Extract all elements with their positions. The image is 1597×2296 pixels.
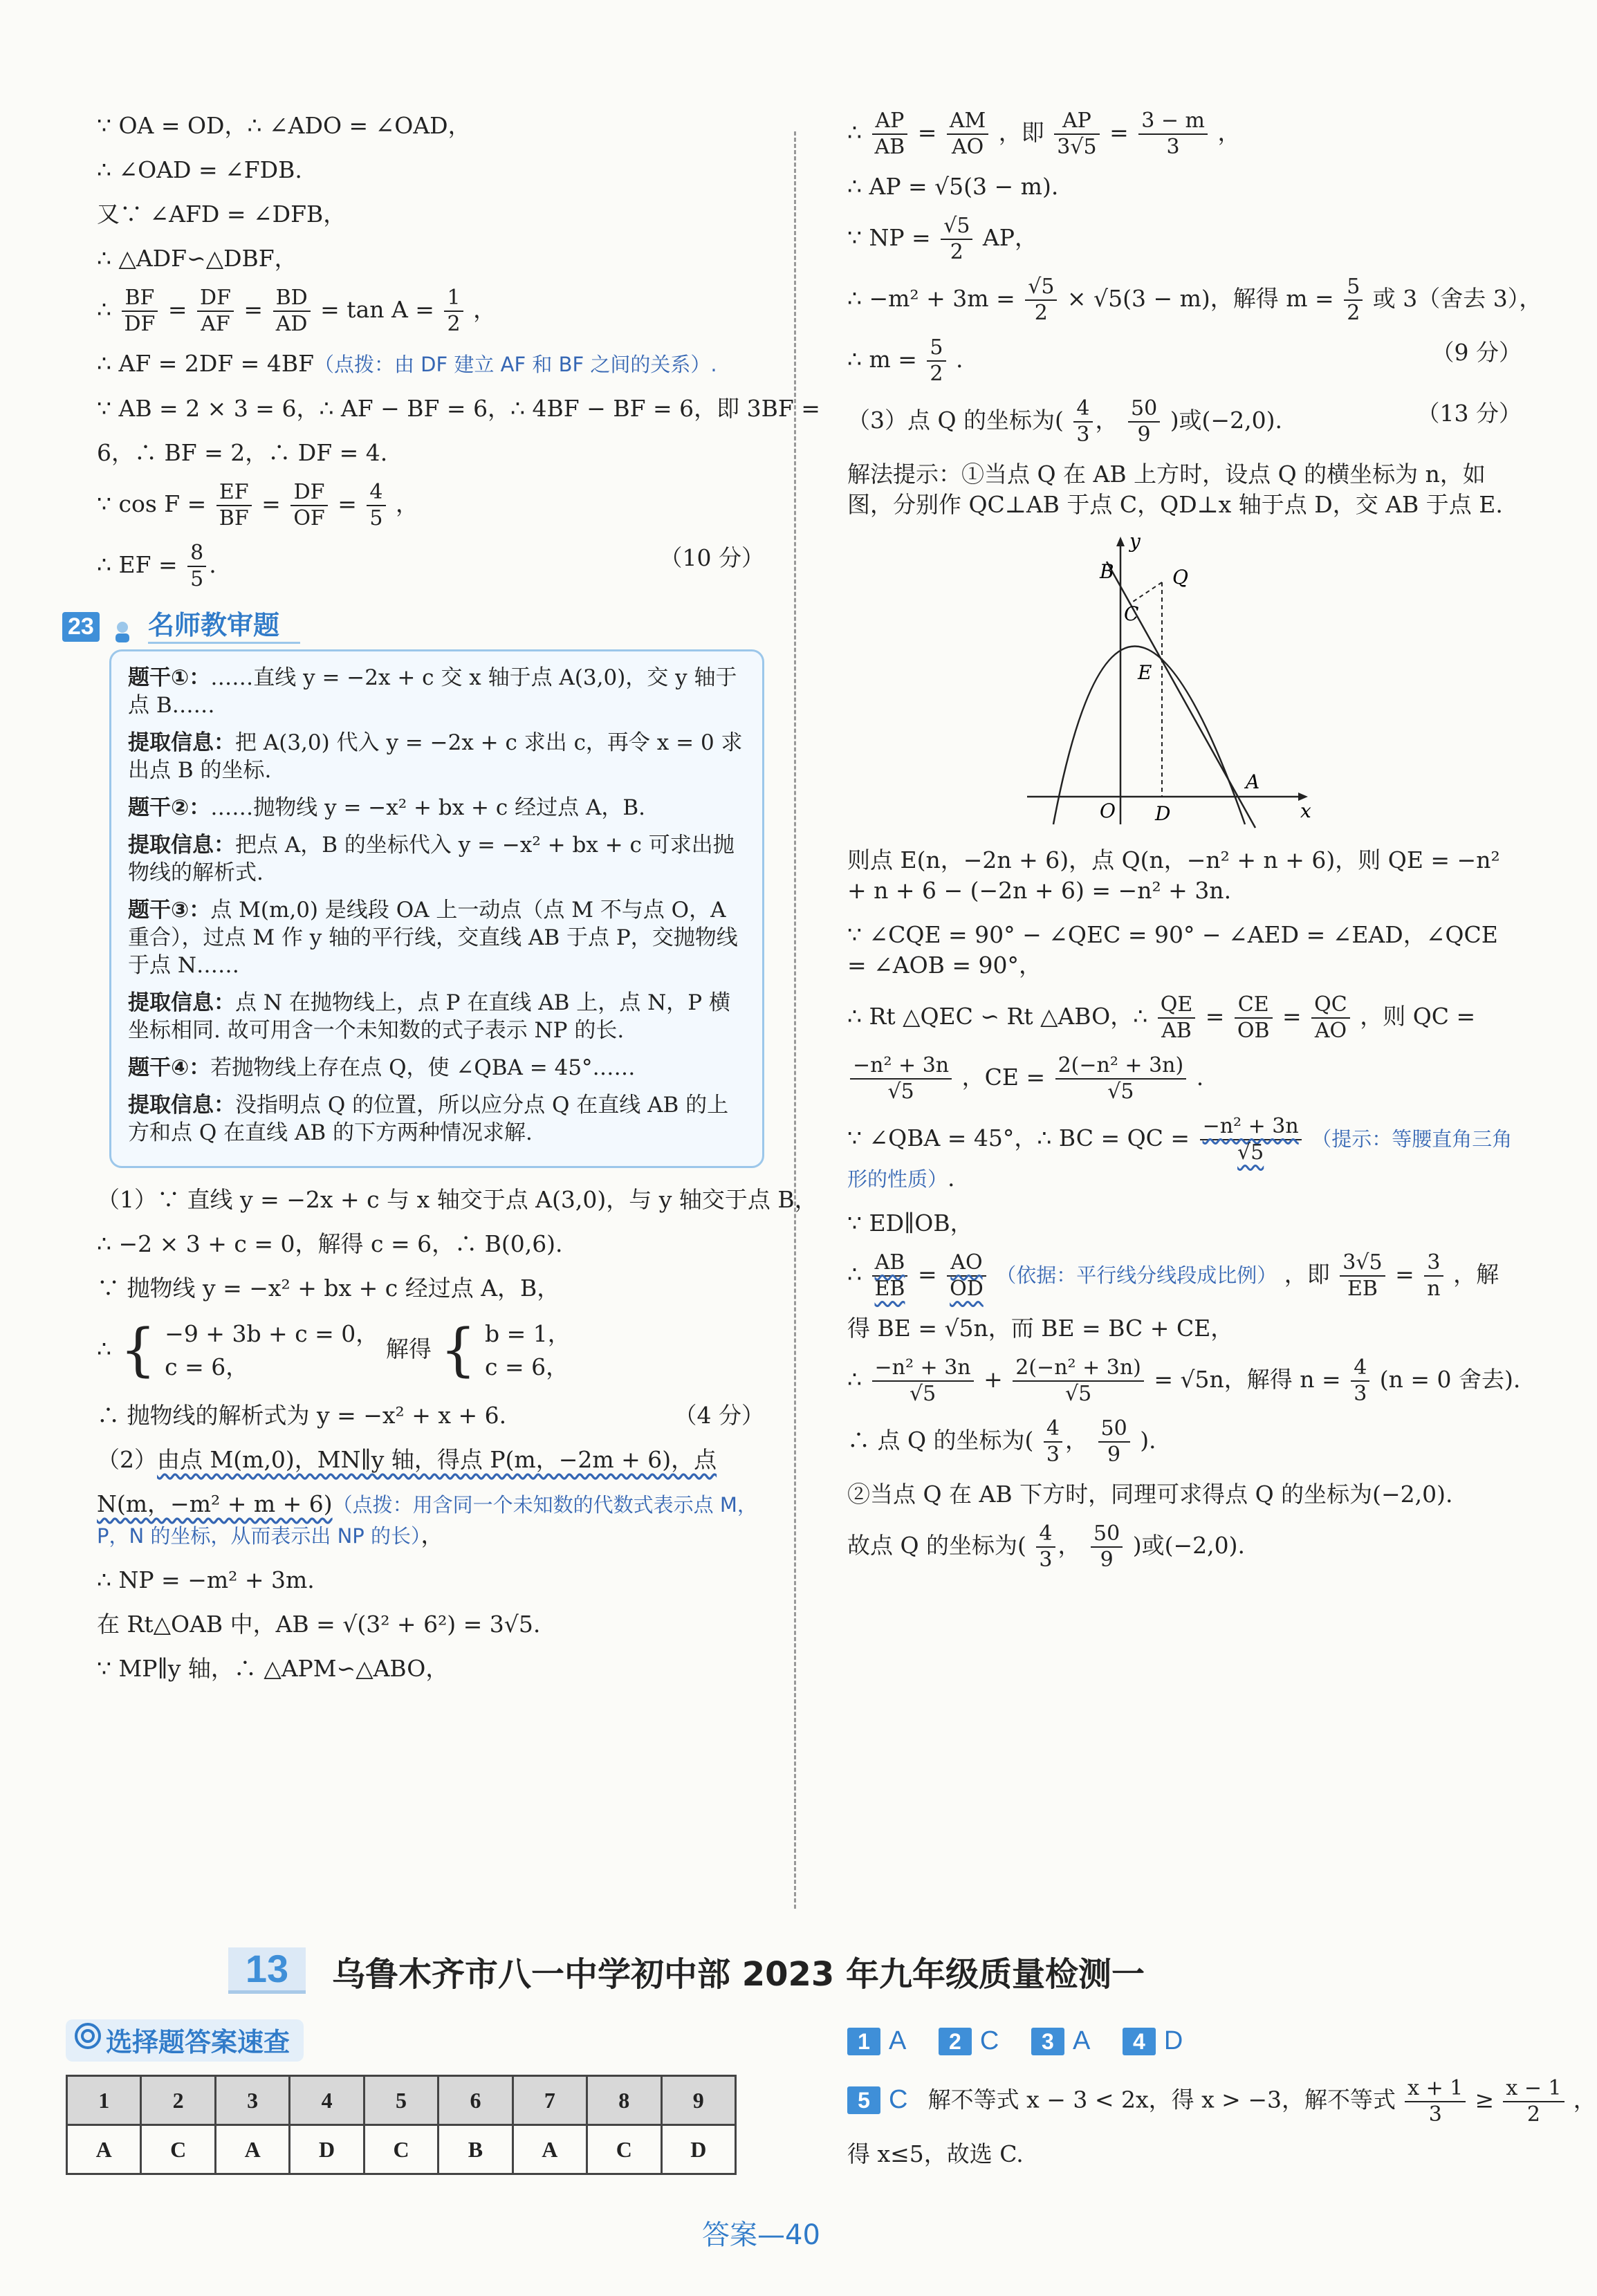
text-line: ∴ ∠OAD = ∠FDB.: [97, 156, 302, 183]
text-line: ∴ −2 × 3 + c = 0，解得 c = 6，∴ B(0,6).: [97, 1230, 563, 1257]
quick-answer-title: 选择题答案速查: [66, 2019, 304, 2062]
text-line: （2）由点 M(m,0)，MN∥y 轴，得点 P(m，−2m + 6)，点: [97, 1446, 717, 1473]
hint-note: （点拨：由 DF 建立 AF 和 BF 之间的关系）.: [313, 353, 717, 376]
review-title: 名师教审题: [148, 604, 300, 644]
fraction: $\frac{DF}{OF}$: [290, 482, 327, 529]
fraction: $\frac{8}{5}$: [187, 543, 206, 590]
text-line: ∵ 抛物线 y = −x² + bx + c 经过点 A，B，: [97, 1275, 560, 1302]
fraction: $\frac{1}{2}$: [444, 288, 463, 335]
table-cell: C: [587, 2125, 661, 2174]
answer-letter: A: [889, 2026, 907, 2055]
answer-letter: A: [1072, 2026, 1091, 2055]
equation-system: ∴ { −9 + 3b + c = 0， c = 6， 解得 { b = 1， c = 6，: [97, 1317, 571, 1383]
table-header: 4: [290, 2076, 364, 2125]
exam-banner: [228, 1942, 1335, 1997]
score: （10 分）: [659, 544, 764, 571]
fraction: $\frac{4}{5}$: [367, 482, 385, 529]
brace: {: [440, 1317, 477, 1383]
table-cell: D: [661, 2125, 735, 2174]
svg-text:Q: Q: [1172, 566, 1188, 589]
hint-note: （依据：平行线分线段成比例）: [996, 1263, 1277, 1287]
m-equation: ∴ −m² + 3m = $\frac{√5}{2}$ × √5(3 − m)，解得 m = $\frac{5}{2}$ 或 3（舍去 3），: [847, 275, 1542, 325]
svg-text:B: B: [1100, 560, 1114, 583]
m-result: ∴ m = $\frac{5}{2}$ . （9 分）: [847, 335, 1522, 386]
text-line: 6，∴ BF = 2，∴ DF = 4.: [97, 439, 388, 466]
np-equation: ∵ NP = $\frac{√5}{2}$ AP，: [847, 214, 1037, 264]
review-box: [109, 649, 764, 1168]
text-line: N(m，−m² + m + 6)（点拨：用含同一个未知数的代数式表示点 M，P，N 的坐标，从而表示出 NP 的长），: [97, 1490, 757, 1548]
svg-text:x: x: [1300, 799, 1311, 822]
table-cell: C: [364, 2125, 438, 2174]
ratio-equation: ∴ $\frac{AP}{AB}$ = $\frac{AM}{AO}$ ，即 $\frac{AP}{3√5}$ = $\frac{3 - m}{3}$ ，: [847, 109, 1241, 159]
answer-letter: C: [889, 2084, 908, 2114]
page-footer: 答案—40: [702, 2219, 820, 2251]
table-cell: A: [215, 2125, 289, 2174]
text-line: 得 BE = √5n，而 BE = BC + CE，: [847, 1315, 1234, 1342]
fraction: $\frac{EF}{BF}$: [216, 482, 252, 529]
text-line: 又∵ ∠AFD = ∠DFB，: [97, 201, 347, 228]
answer-row: [847, 2026, 1208, 2056]
text-line: ∴ NP = −m² + 3m.: [97, 1566, 315, 1593]
text-line: ∴ AF = 2DF = 4BF（点拨：由 DF 建立 AF 和 BF 之间的关系）.: [97, 350, 717, 377]
review-item: 题干④：若抛物线上存在点 Q，使 ∠QBA = 45°……: [128, 1055, 636, 1080]
target-icon: [74, 2022, 102, 2050]
table-cell: D: [290, 2125, 364, 2174]
review-item: 提取信息：没指明点 Q 的位置，所以应分点 Q 在直线 AB 的上方和点 Q 在直线 AB 的下方两种情况求解.: [128, 1093, 729, 1145]
table-header: 5: [364, 2076, 438, 2125]
review-item: 题干①：……直线 y = −2x + c 交 x 轴于点 A(3,0)，交 y 轴于点 B……: [128, 665, 737, 718]
column-divider: [794, 131, 796, 1909]
ratio-equation: ∴ $\frac{BF}{DF}$ = $\frac{DF}{AF}$ = $\frac{BD}{AD}$ = tan A = $\frac{1}{2}$ ，: [97, 286, 497, 336]
text-line: ∵ ED∥OB，: [847, 1210, 973, 1237]
svg-text:y: y: [1129, 534, 1141, 553]
table-header: 6: [439, 2076, 513, 2125]
exam-title: 乌鲁木齐市八一中学初中部 2023 年九年级质量检测一: [332, 1955, 1145, 1994]
ef-result: ∴ EF = $\frac{8}{5}$ . （10 分）: [97, 541, 764, 591]
table-row: [67, 2125, 736, 2174]
svg-text:D: D: [1155, 802, 1171, 825]
table-cell: B: [439, 2125, 513, 2174]
text-line: ∴ 抛物线的解析式为 y = −x² + x + 6. （4 分）: [97, 1400, 764, 1431]
q-coords-1: ∴ 点 Q 的坐标为( $\frac{4}{3}$ ， $\frac{50}{9}$ ).: [847, 1416, 1156, 1467]
text-line: ∵ MP∥y 轴，∴ △APM∽△ABO，: [97, 1655, 449, 1682]
review-item: 提取信息：把点 A，B 的坐标代入 y = −x² + bx + c 可求出抛物线的解析式.: [128, 833, 735, 885]
table-header-row: [67, 2076, 736, 2125]
answer-letter: D: [1163, 2026, 1183, 2055]
score: （9 分）: [1431, 339, 1522, 366]
text-line: ∵ OA = OD，∴ ∠ADO = ∠OAD，: [97, 112, 471, 139]
text-line: ②当点 Q 在 AB 下方时，同理可求得点 Q 的坐标为(−2,0).: [847, 1481, 1453, 1508]
parabola-graph: [1027, 534, 1318, 831]
text-line: 在 Rt△OAB 中，AB = √(3² + 6²) = 3√5.: [97, 1611, 541, 1638]
text-line: ∵ AB = 2 × 3 = 6，∴ AF − BF = 6，∴ 4BF − BF = 6，即 3BF =: [97, 395, 820, 422]
table-header: 9: [661, 2076, 735, 2125]
parallel-ratio: ∴ $\frac{AB}{EB}$ = $\frac{AO}{OD}$ （依据：平行线分线段成比例） ，即 $\frac{3√5}{EB}$ = $\frac{3}{n}$ ，解: [847, 1250, 1499, 1301]
table-header: 8: [587, 2076, 661, 2125]
answer-number-badge: 2: [939, 2028, 972, 2055]
q-coords: （3）点 Q 的坐标为( $\frac{4}{3}$ ， $\frac{50}{9}$ )或(−2,0). （13 分）: [847, 396, 1522, 447]
review-item: 题干③：点 M(m,0) 是线段 OA 上一动点（点 M 不与点 O，A 重合），过点 M 作 y 轴的平行线，交直线 AB 于点 P，交抛物线于点 N……: [128, 898, 738, 978]
table-cell: A: [67, 2125, 141, 2174]
answer-number-badge: 3: [1031, 2028, 1064, 2055]
review-item: 提取信息：点 N 在抛物线上，点 P 在直线 AB 上，点 N，P 横坐标相同. 故可用含一个未知数的式子表示 NP 的长.: [128, 990, 730, 1043]
svg-text:O: O: [1100, 799, 1116, 822]
svg-text:E: E: [1138, 661, 1152, 684]
answer-number-badge: 5: [847, 2086, 880, 2114]
brace: {: [120, 1317, 156, 1383]
n-equation: ∴ $\frac{\text{−n² + 3n}}{√5}$ + $\frac{\text{2(−n² + 3n)}}{√5}$ = √5n，解得 n = $\frac{4}{3}$ (n = 0 舍去).: [847, 1355, 1521, 1406]
score: （4 分）: [674, 1402, 764, 1429]
text-line: ∵ ∠CQE = 90° − ∠QEC = 90° − ∠AED = ∠EAD，∠QCE = ∠AOB = 90°，: [847, 921, 1498, 979]
review-item: 题干②：……抛物线 y = −x² + bx + c 经过点 A，B.: [128, 795, 645, 820]
fraction: $\frac{BD}{AD}$: [273, 288, 311, 335]
segment-qc: [1131, 582, 1162, 603]
answer-number-badge: 4: [1123, 2028, 1156, 2055]
table-header: 7: [513, 2076, 587, 2125]
answer-number-badge: 1: [847, 2028, 880, 2055]
quick-answer-table: [66, 2075, 737, 2175]
question5-solution: [847, 2076, 1596, 2183]
text-line: 得 x≤5，故选 C.: [847, 2140, 1024, 2167]
review-item: 提取信息：把 A(3,0) 代入 y = −2x + c 求出 c，再令 x = 0 求出点 B 的坐标.: [128, 730, 743, 783]
review-header: [62, 604, 764, 644]
table-header: 3: [215, 2076, 289, 2125]
fraction: $\frac{DF}{AF}$: [197, 288, 234, 335]
text-line: 解法提示：①当点 Q 在 AB 上方时，设点 Q 的横坐标为 n，如图，分别作 QC⊥AB 于点 C，QD⊥x 轴于点 D，交 AB 于点 E.: [847, 461, 1503, 518]
hint-note: （点拨：用含同一个未知数的代数式表示点 M，P，N 的坐标，从而表示出 NP 的长）: [97, 1493, 757, 1548]
similar-equation: ∴ Rt △QEC ∽ Rt △ABO，∴ $\frac{QE}{AB}$ = $\frac{CE}{OB}$ = $\frac{QC}{AO}$ ，则 QC =: [847, 992, 1476, 1043]
score: （13 分）: [1416, 400, 1522, 427]
table-cell: A: [513, 2125, 587, 2174]
left-column: [68, 111, 820, 1698]
answer-letter: C: [979, 2026, 999, 2055]
q-coords-final: 故点 Q 的坐标为( $\frac{4}{3}$ ， $\frac{50}{9}$ )或(−2,0).: [847, 1521, 1245, 1572]
question-number-badge: 23: [62, 612, 100, 642]
bc-equation: ∵ ∠QBA = 45°，∴ BC = QC = $\frac{\text{−n² + 3n}}{√5}$ （提示：等腰直角三角形的性质）.: [847, 1114, 1513, 1192]
text-line: ∴ AP = √5(3 − m).: [847, 173, 1059, 200]
q5-line: 5 C 解不等式 x − 3 < 2x，得 x > −3，解不等式 $\frac{x + 1}{3}$ ≥ $\frac{x - 1}{2}$ ，: [847, 2078, 1525, 2125]
svg-text:C: C: [1124, 602, 1139, 625]
table-cell: C: [141, 2125, 215, 2174]
fraction: $\frac{BF}{DF}$: [122, 288, 158, 335]
right-column: [847, 109, 1542, 1584]
text-line: 则点 E(n，−2n + 6)，点 Q(n，−n² + n + 6)，则 QE = −n² + n + 6 − (−2n + 6) = −n² + 3n.: [847, 846, 1500, 904]
table-header: 2: [141, 2076, 215, 2125]
line-ab: [1107, 562, 1255, 828]
svg-text:A: A: [1246, 770, 1260, 793]
table-header: 1: [67, 2076, 141, 2125]
text-line: （1）∵ 直线 y = −2x + c 与 x 轴交于点 A(3,0)，与 y 轴交于点 B，: [97, 1186, 818, 1213]
qc-ce-equation: $\frac{\text{−n² + 3n}}{√5}$ ，CE = $\frac{\text{2(−n² + 3n)}}{√5}$ .: [847, 1055, 1522, 1102]
text-line: ∴ △ADF∽△DBF，: [97, 245, 297, 272]
y-axis-arrow: [1116, 537, 1125, 546]
hint-note: （提示：等腰直角三角形的性质）: [847, 1127, 1513, 1191]
teacher-icon: [110, 619, 135, 644]
exam-number: 13: [228, 1947, 306, 1994]
cos-equation: ∵ cos F = $\frac{EF}{BF}$ = $\frac{DF}{OF}$ = $\frac{4}{5}$ ，: [97, 480, 418, 530]
